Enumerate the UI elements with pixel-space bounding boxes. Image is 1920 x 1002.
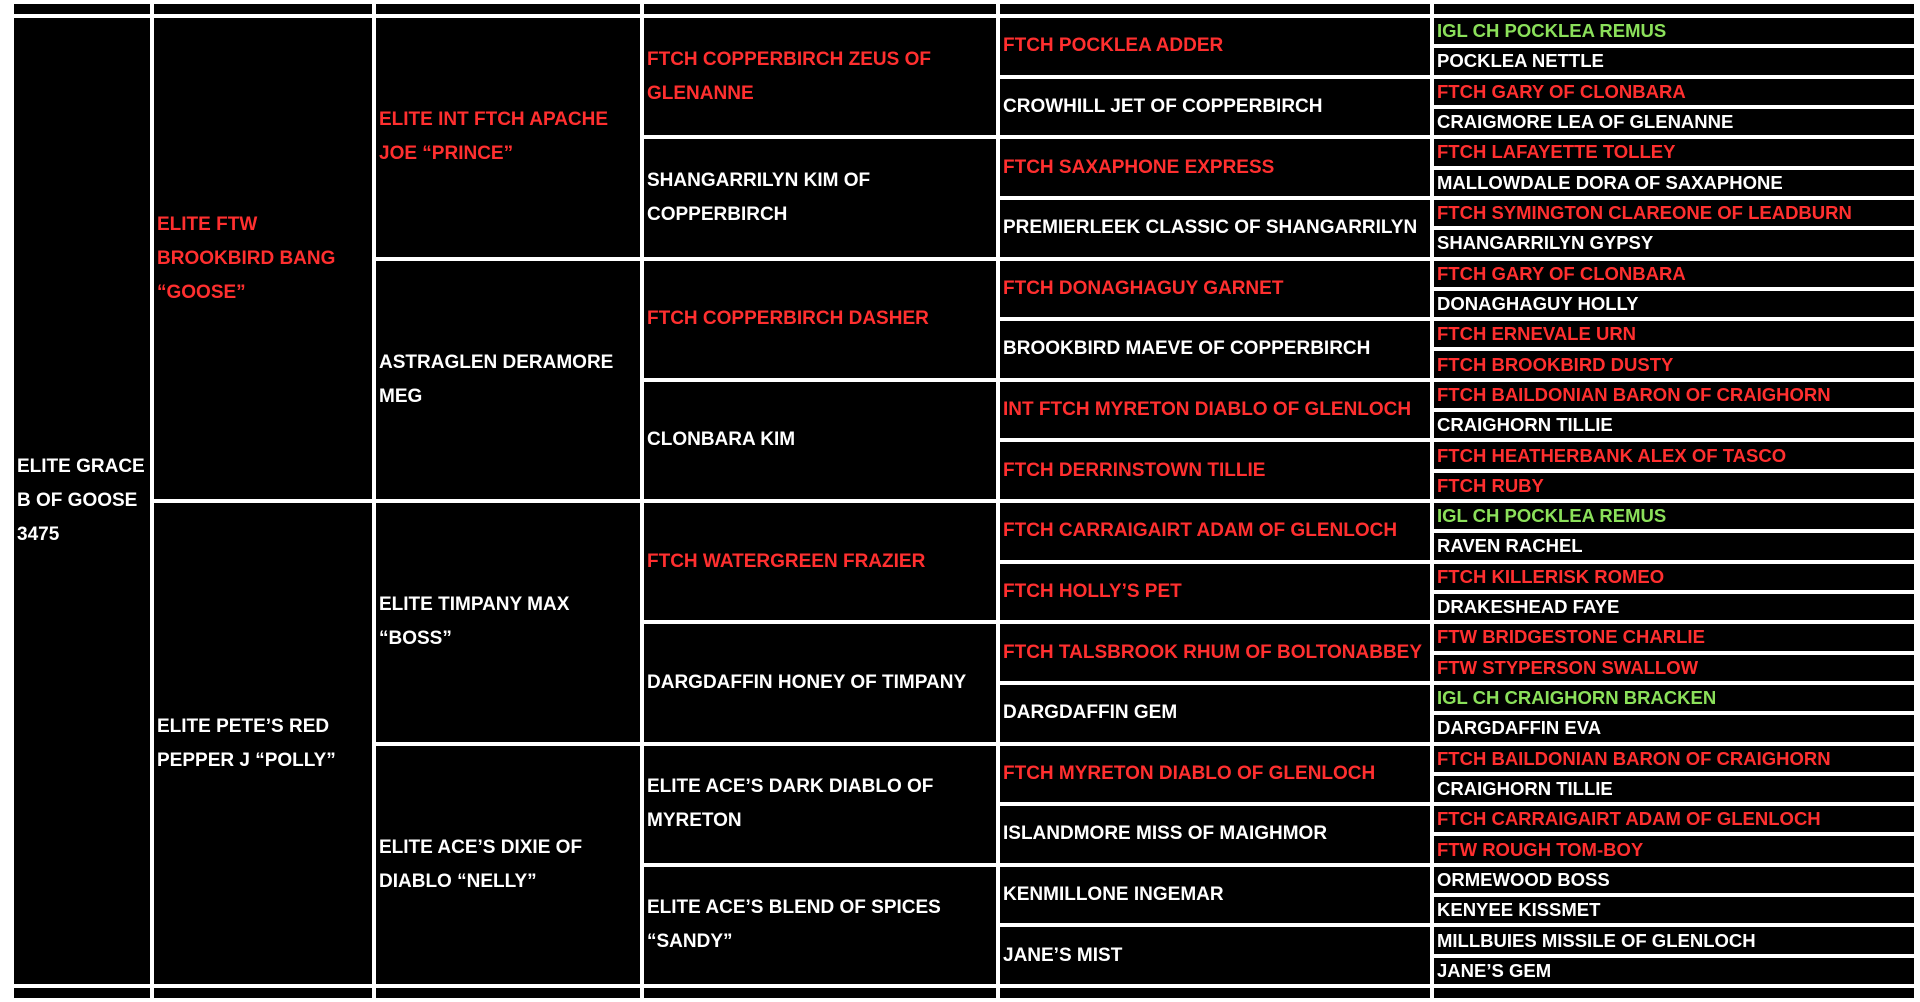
generation5-cell: DONAGHAGUY HOLLY [1434, 291, 1914, 317]
generation5-cell: FTCH HEATHERBANK ALEX OF TASCO [1434, 442, 1914, 468]
clipped-edge-cell [154, 4, 372, 14]
generation5-cell: FTCH BAILDONIAN BARON OF CRAIGHORN [1434, 382, 1914, 408]
generation2-cell: ELITE INT FTCH APACHE JOE “PRINCE” [376, 18, 640, 257]
generation5-cell: FTW STYPERSON SWALLOW [1434, 655, 1914, 681]
generation5-cell: FTCH BAILDONIAN BARON OF CRAIGHORN [1434, 746, 1914, 772]
generation3-cell: FTCH COPPERBIRCH DASHER [644, 261, 996, 378]
clipped-edge-cell [14, 4, 150, 14]
clipped-edge-cell [154, 988, 372, 998]
generation2-cell: ELITE ACE’S DIXIE OF DIABLO “NELLY” [376, 746, 640, 985]
generation3-cell: FTCH COPPERBIRCH ZEUS OF GLENANNE [644, 18, 996, 135]
pedigree-row [14, 18, 1914, 44]
clipped-edge-cell [644, 988, 996, 998]
generation5-cell: CRAIGMORE LEA OF GLENANNE [1434, 109, 1914, 135]
generation2-cell: ELITE TIMPANY MAX “BOSS” [376, 503, 640, 742]
generation4-cell: FTCH HOLLY’S PET [1000, 564, 1430, 621]
generation1-cell: ELITE PETE’S RED PEPPER J “POLLY” [154, 503, 372, 984]
generation3-cell: SHANGARRILYN KIM OF COPPERBIRCH [644, 139, 996, 256]
generation4-cell: FTCH POCKLEA ADDER [1000, 18, 1430, 75]
generation5-cell: IGL CH POCKLEA REMUS [1434, 503, 1914, 529]
generation4-cell: FTCH SAXAPHONE EXPRESS [1000, 139, 1430, 196]
generation3-cell: FTCH WATERGREEN FRAZIER [644, 503, 996, 620]
generation4-cell: DARGDAFFIN GEM [1000, 685, 1430, 742]
generation3-cell: ELITE ACE’S BLEND OF SPICES “SANDY” [644, 867, 996, 984]
generation5-cell: FTW ROUGH TOM-BOY [1434, 836, 1914, 862]
generation5-cell: FTCH BROOKBIRD DUSTY [1434, 351, 1914, 377]
generation5-cell: FTCH GARY OF CLONBARA [1434, 261, 1914, 287]
generation3-cell: ELITE ACE’S DARK DIABLO OF MYRETON [644, 746, 996, 863]
generation5-cell: DRAKESHEAD FAYE [1434, 594, 1914, 620]
generation5-cell: FTCH SYMINGTON CLAREONE OF LEADBURN [1434, 200, 1914, 226]
generation4-cell: FTCH DONAGHAGUY GARNET [1000, 261, 1430, 318]
generation4-cell: JANE’S MIST [1000, 927, 1430, 984]
generation4-cell: FTCH DERRINSTOWN TILLIE [1000, 442, 1430, 499]
generation5-cell: FTCH LAFAYETTE TOLLEY [1434, 139, 1914, 165]
generation4-cell: BROOKBIRD MAEVE OF COPPERBIRCH [1000, 321, 1430, 378]
pedigree-row [14, 503, 1914, 529]
clipped-edge-cell [376, 4, 640, 14]
generation5-cell: JANE’S GEM [1434, 958, 1914, 984]
generation4-cell: INT FTCH MYRETON DIABLO OF GLENLOCH [1000, 382, 1430, 439]
generation5-cell: CRAIGHORN TILLIE [1434, 776, 1914, 802]
generation4-cell: KENMILLONE INGEMAR [1000, 867, 1430, 924]
clipped-edge-cell [376, 988, 640, 998]
top-edge-row [14, 4, 1914, 14]
generation3-cell: DARGDAFFIN HONEY OF TIMPANY [644, 624, 996, 741]
generation2-cell: ASTRAGLEN DERAMORE MEG [376, 261, 640, 500]
bottom-edge-row [14, 988, 1914, 998]
generation4-cell: ISLANDMORE MISS OF MAIGHMOR [1000, 806, 1430, 863]
generation5-cell: FTCH RUBY [1434, 473, 1914, 499]
generation5-cell: CRAIGHORN TILLIE [1434, 412, 1914, 438]
subject-cell: ELITE GRACE B OF GOOSE 3475 [14, 18, 150, 984]
generation5-cell: MILLBUIES MISSILE OF GLENLOCH [1434, 927, 1914, 953]
generation5-cell: FTCH CARRAIGAIRT ADAM OF GLENLOCH [1434, 806, 1914, 832]
clipped-edge-cell [1434, 988, 1914, 998]
generation5-cell: FTCH ERNEVALE URN [1434, 321, 1914, 347]
clipped-edge-cell [1434, 4, 1914, 14]
generation5-cell: IGL CH CRAIGHORN BRACKEN [1434, 685, 1914, 711]
generation5-cell: SHANGARRILYN GYPSY [1434, 230, 1914, 256]
generation5-cell: IGL CH POCKLEA REMUS [1434, 18, 1914, 44]
generation5-cell: ORMEWOOD BOSS [1434, 867, 1914, 893]
generation5-cell: FTCH GARY OF CLONBARA [1434, 79, 1914, 105]
generation3-cell: CLONBARA KIM [644, 382, 996, 499]
generation4-cell: FTCH MYRETON DIABLO OF GLENLOCH [1000, 746, 1430, 803]
clipped-edge-cell [1000, 4, 1430, 14]
generation5-cell: RAVEN RACHEL [1434, 533, 1914, 559]
clipped-edge-cell [14, 988, 150, 998]
generation4-cell: CROWHILL JET OF COPPERBIRCH [1000, 79, 1430, 136]
clipped-edge-cell [1000, 988, 1430, 998]
generation5-cell: KENYEE KISSMET [1434, 897, 1914, 923]
generation5-cell: POCKLEA NETTLE [1434, 48, 1914, 74]
generation5-cell: FTCH KILLERISK ROMEO [1434, 564, 1914, 590]
generation5-cell: MALLOWDALE DORA OF SAXAPHONE [1434, 170, 1914, 196]
generation4-cell: FTCH CARRAIGAIRT ADAM OF GLENLOCH [1000, 503, 1430, 560]
generation5-cell: FTW BRIDGESTONE CHARLIE [1434, 624, 1914, 650]
generation1-cell: ELITE FTW BROOKBIRD BANG “GOOSE” [154, 18, 372, 499]
generation4-cell: FTCH TALSBROOK RHUM OF BOLTONABBEY [1000, 624, 1430, 681]
clipped-edge-cell [644, 4, 996, 14]
generation5-cell: DARGDAFFIN EVA [1434, 715, 1914, 741]
generation4-cell: PREMIERLEEK CLASSIC OF SHANGARRILYN [1000, 200, 1430, 257]
